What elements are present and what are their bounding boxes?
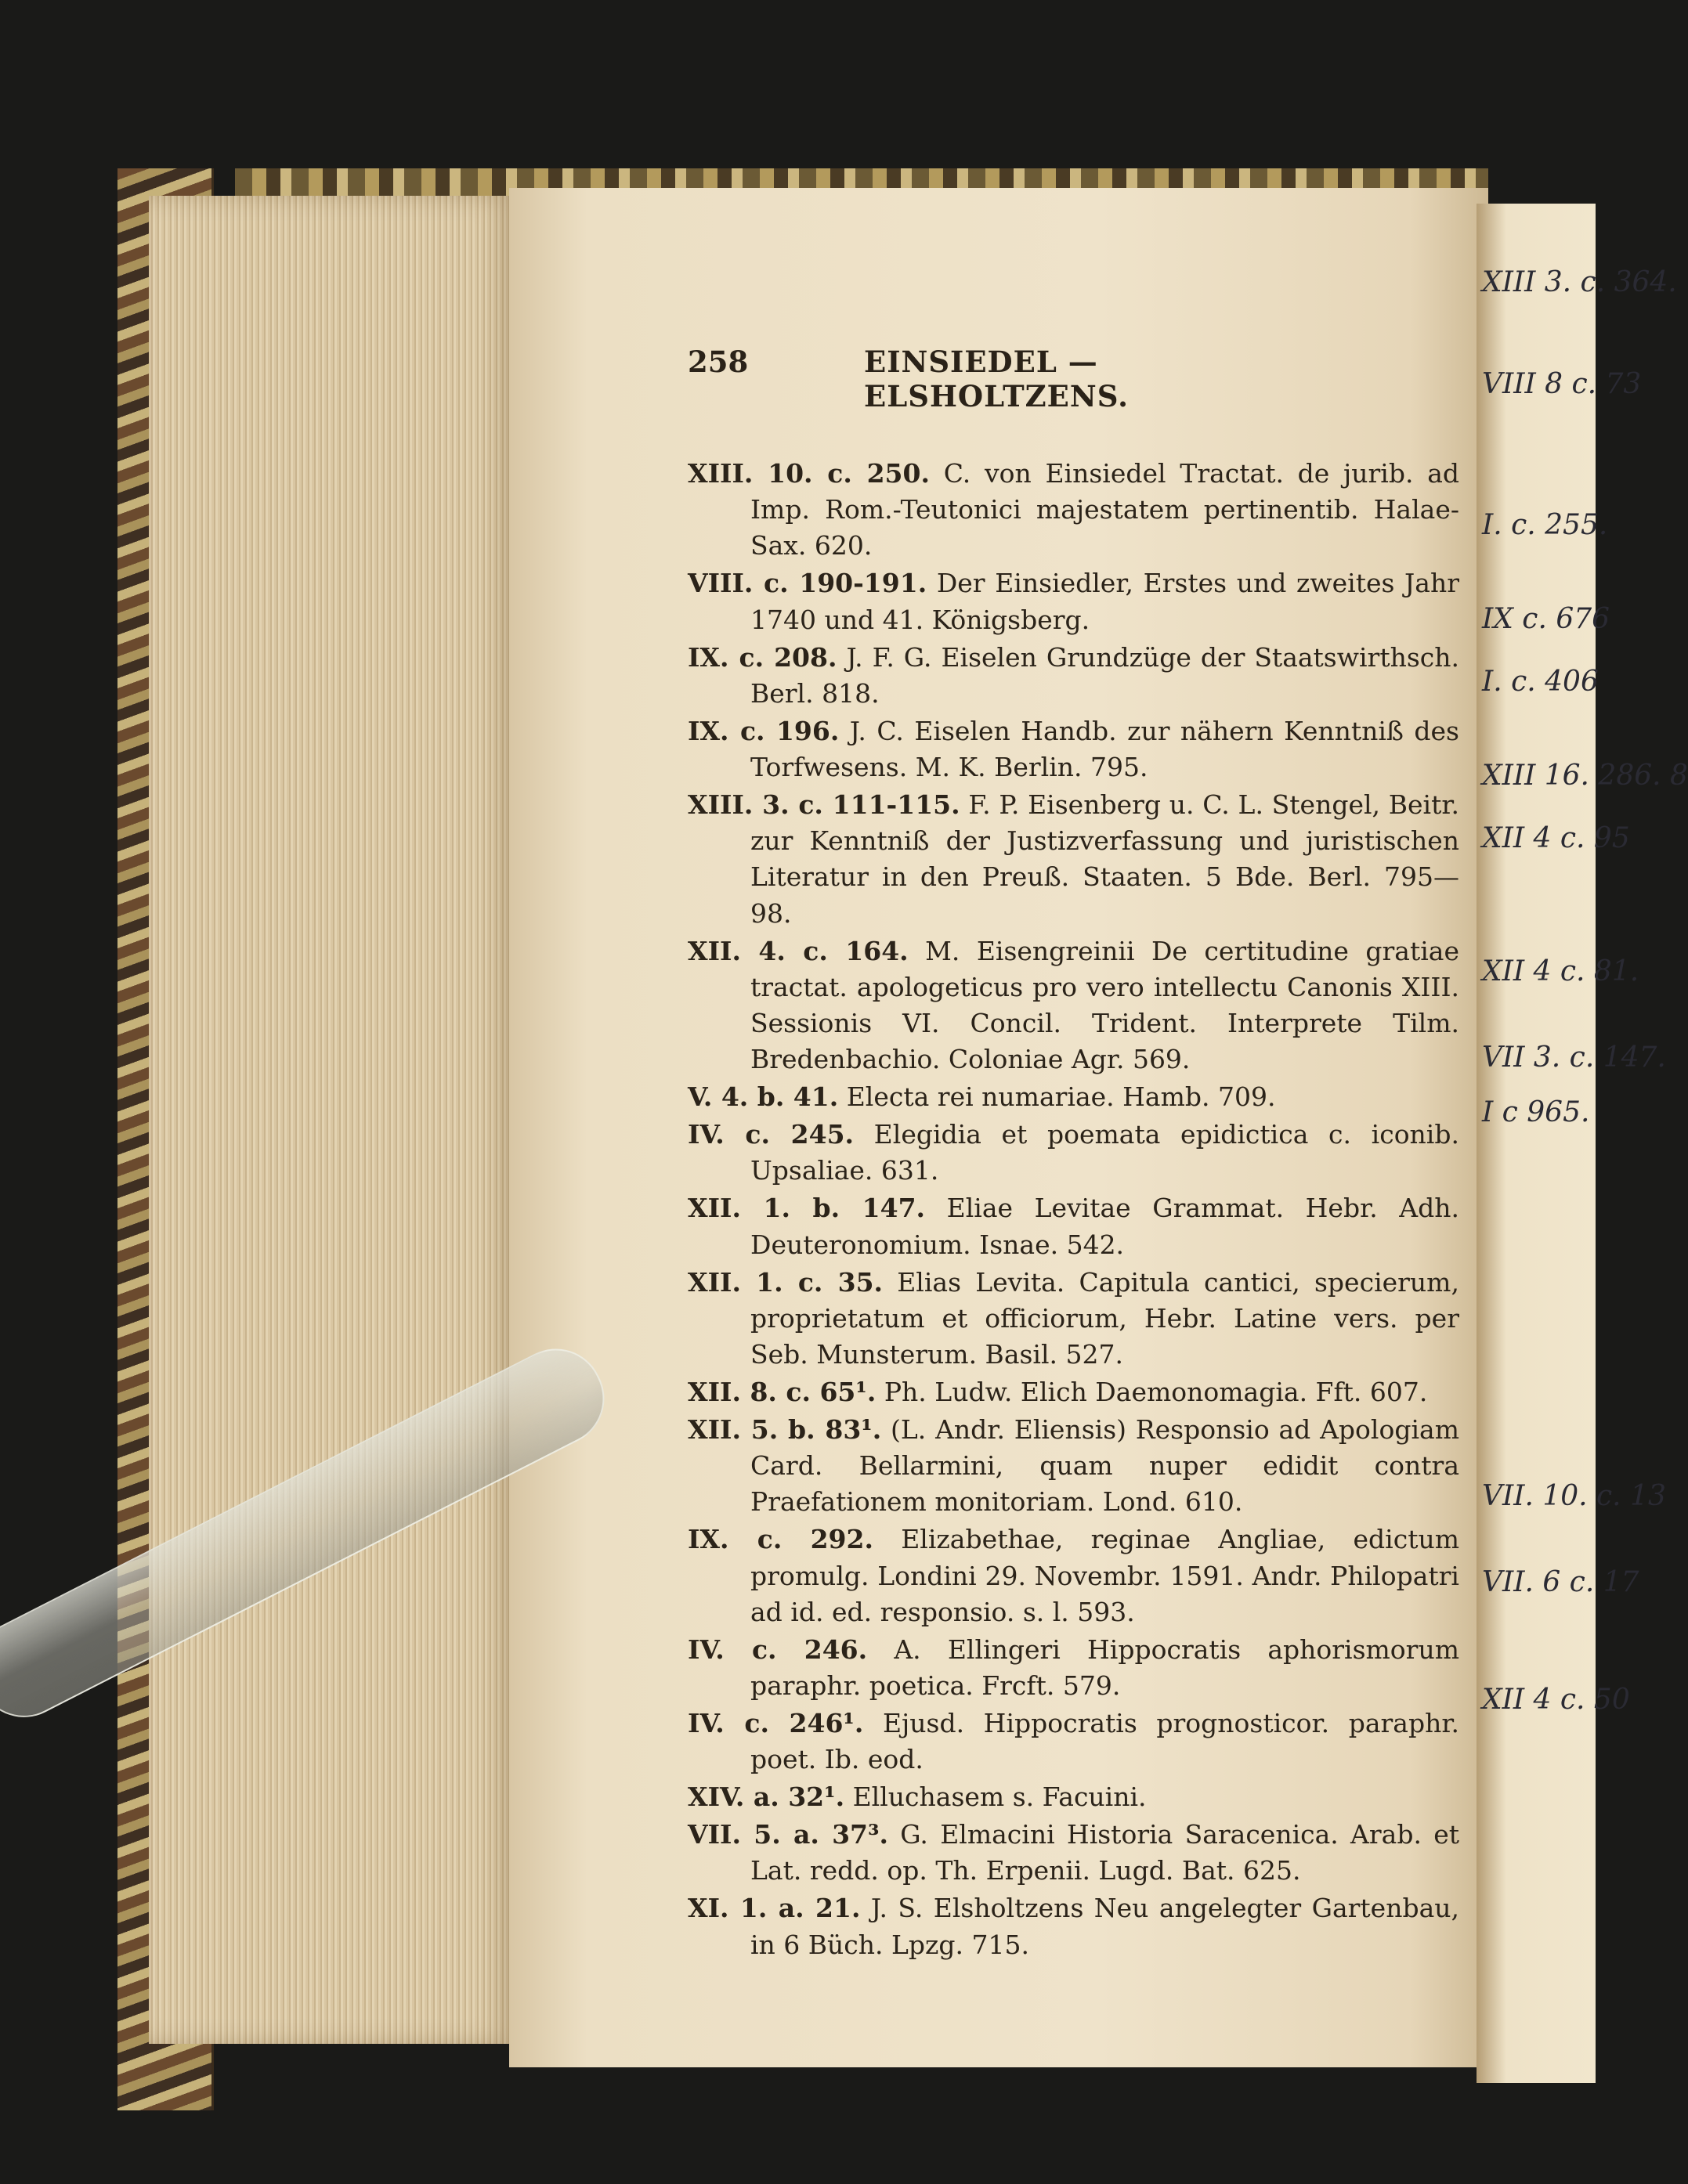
- catalogue-entry: [688, 1265, 1459, 1374]
- entry-text: J. C. Eiselen Handb. zur nähern Kenntniß des Torfwesens. M. K. Berlin. 795.: [750, 715, 1459, 783]
- catalogue-entry: [688, 1706, 1459, 1778]
- page-number: 258: [688, 345, 749, 379]
- handwritten-note: VII. 6 c. 17: [1482, 1566, 1639, 1598]
- page-header: [688, 345, 1361, 413]
- entry-location: IX. c. 292.: [688, 1524, 873, 1555]
- entry-text: F. P. Eisenberg u. C. L. Stengel, Beitr. zur Kenntniß der Justizverfassung und juristischen Literatur in den Preuß. Staaten. 5 Bde. Berl. 795—98.: [750, 789, 1459, 929]
- catalogue-entry: [688, 456, 1459, 565]
- running-head: EINSIEDEL — ELSHOLTZENS.: [864, 345, 1129, 413]
- entry-location: IX. c. 208.: [688, 641, 837, 673]
- catalogue-entry: [688, 1412, 1459, 1521]
- entry-location: IV. c. 245.: [688, 1119, 855, 1150]
- entry-location: V. 4. b. 41.: [688, 1081, 839, 1113]
- catalogue-entry: [688, 933, 1459, 1078]
- entry-text: M. Eisengreinii De certitudine gratiae tractat. apologeticus pro vero intellectu Canonis XIII. Sessionis VI. Concil. Trident. Interprete Tilm. Bredenbachio. Coloniae Agr. 569.: [750, 935, 1459, 1075]
- handwritten-note: XIII 16. 286. 8: [1482, 760, 1688, 792]
- entry-text: Elluchasem s. Facuini.: [852, 1781, 1147, 1813]
- catalogue-entry: [688, 787, 1459, 932]
- entry-text: Ph. Ludw. Elich Daemonomagia. Fft. 607.: [884, 1377, 1428, 1408]
- handwritten-note: VIII 8 c. 73: [1482, 368, 1642, 400]
- entry-text: J. S. Elsholtzens Neu angelegter Gartenbau, in 6 Büch. Lpzg. 715.: [750, 1893, 1459, 1960]
- entry-location: VIII. c. 190-191.: [688, 568, 927, 599]
- entry-text: J. F. G. Eiselen Grundzüge der Staatswirthsch. Berl. 818.: [750, 641, 1459, 709]
- entry-location: VII. 5. a. 37³.: [688, 1819, 888, 1850]
- entry-text: Electa rei numariae. Hamb. 709.: [846, 1081, 1276, 1113]
- entry-text: G. Elmacini Historia Saracenica. Arab. et Lat. redd. op. Th. Erpenii. Lugd. Bat. 625.: [750, 1819, 1460, 1886]
- handwritten-note: XII 4 c. 50: [1482, 1684, 1630, 1716]
- catalogue-entry: [688, 640, 1459, 712]
- handwritten-note: XII 4 c. 81.: [1482, 955, 1639, 987]
- entry-text: Der Einsiedler, Erstes und zweites Jahr 1740 und 41. Königsberg.: [750, 568, 1459, 635]
- catalogue-entry: [688, 565, 1459, 637]
- entry-location: IV. c. 246¹.: [688, 1708, 864, 1739]
- entry-location: XIII. 10. c. 250.: [688, 458, 930, 489]
- facing-page: [1477, 204, 1596, 2083]
- catalogue-entry: [688, 1374, 1459, 1410]
- entry-location: XII. 8. c. 65¹.: [688, 1377, 877, 1408]
- catalogue-entry: [688, 1632, 1459, 1704]
- entry-text: Eliae Levitae Grammat. Hebr. Adh. Deuteronomium. Isnae. 542.: [750, 1193, 1459, 1260]
- entry-location: XII. 1. b. 147.: [688, 1193, 926, 1224]
- catalogue-entry: [688, 1890, 1459, 1962]
- entry-text: (L. Andr. Eliensis) Responsio ad Apologiam Card. Bellarmini, quam nuper edidit contra Praefationem monitoriam. Lond. 610.: [750, 1414, 1459, 1518]
- catalogue-entry: [688, 1817, 1459, 1889]
- catalogue-entry: [688, 1117, 1459, 1189]
- handwritten-note: XIII 3. c. 364.: [1482, 266, 1677, 298]
- handwritten-note: I c 965.: [1482, 1096, 1590, 1128]
- handwritten-note: XII 4 c. 95: [1482, 822, 1630, 854]
- catalogue-entry: [688, 713, 1459, 785]
- entry-text: Elizabethae, reginae Angliae, edictum promulg. Londini 29. Novembr. 1591. Andr. Philopatri ad id. ed. responsio. s. l. 593.: [750, 1524, 1459, 1627]
- entry-location: XIII. 3. c. 111-115.: [688, 789, 960, 821]
- entry-location: XII. 1. c. 35.: [688, 1266, 884, 1298]
- catalogue-entry: [688, 1779, 1459, 1815]
- entry-location: XII. 5. b. 83¹.: [688, 1414, 882, 1446]
- entry-text: C. von Einsiedel Tractat. de jurib. ad Imp. Rom.-Teutonici majestatem pertinentib. Halae-Sax. 620.: [750, 458, 1459, 561]
- entry-location: IX. c. 196.: [688, 715, 840, 746]
- handwritten-note: I. c. 255.: [1482, 509, 1608, 541]
- entry-text: Ejusd. Hippocratis prognosticor. paraphr. poet. Ib. eod.: [750, 1708, 1459, 1775]
- entry-text: A. Ellingeri Hippocratis aphorismorum paraphr. poetica. Frcft. 579.: [750, 1633, 1459, 1702]
- entry-location: XII. 4. c. 164.: [688, 935, 909, 966]
- entry-location: XIV. a. 32¹.: [688, 1781, 845, 1813]
- catalogue-entry: [688, 1079, 1459, 1115]
- catalogue-entries: [688, 456, 1459, 1965]
- entry-location: XI. 1. a. 21.: [688, 1893, 861, 1924]
- entry-text: Elegidia et poemata epidictica c. iconib. Upsaliae. 631.: [750, 1119, 1459, 1186]
- handwritten-note: VII 3. c. 147.: [1482, 1041, 1666, 1074]
- page-fore-edge: [149, 196, 517, 2044]
- handwritten-note: I. c. 406: [1482, 666, 1599, 698]
- handwritten-note: VII. 10. c. 13: [1482, 1480, 1666, 1512]
- handwritten-note: IX c. 676: [1482, 603, 1610, 635]
- entry-text: Elias Levita. Capitula cantici, specierum, proprietatum et officiorum, Hebr. Latine vers. per Seb. Munsterum. Basil. 527.: [750, 1266, 1459, 1370]
- catalogue-entry: [688, 1190, 1459, 1262]
- entry-location: IV. c. 246.: [688, 1633, 868, 1665]
- catalogue-entry: [688, 1522, 1459, 1630]
